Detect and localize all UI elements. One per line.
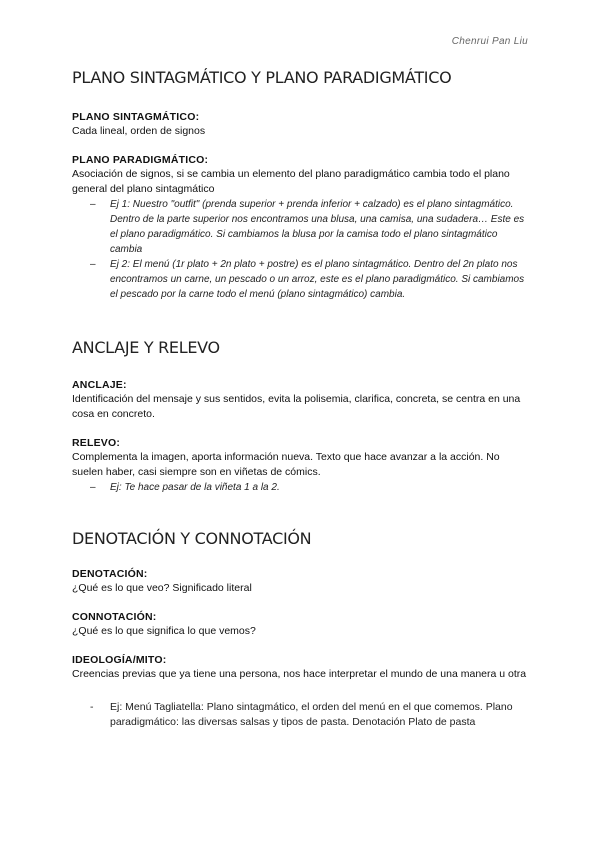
section-title-anclaje: ANCLAJE Y RELEVO — [72, 338, 220, 357]
heading-anclaje: ANCLAJE: — [72, 379, 127, 391]
bullet-list-ejemplo-final — [72, 700, 528, 730]
list-item — [90, 480, 528, 495]
dash-marker: – — [90, 482, 96, 493]
list-item-text: Ej 2: El menú (1r plato + 2n plato + postre) es el plano sintagmático. Dentro del 2n plato nos encontramos un carne, un pescado o un arroz, este es el plano paradigmático. Si cambiamos el pescado por la carne todo el menú (plano sintagmático) cambia. — [110, 259, 525, 300]
text-connotacion: ¿Qué es lo que significa lo que vemos? — [72, 625, 256, 637]
text-plano-paradigmatico: Asociación de signos, si se cambia un elemento del plano paradigmático cambia todo el plano general del plano sintagmático — [72, 168, 510, 195]
heading-connotacion: CONNOTACIÓN: — [72, 611, 157, 623]
document-content — [72, 62, 528, 730]
heading-plano-sintagmatico: PLANO SINTAGMÁTICO: — [72, 111, 200, 123]
list-item-text: Ej: Te hace pasar de la viñeta 1 a la 2. — [110, 482, 280, 493]
text-relevo: Complementa la imagen, aporta información nueva. Texto que hace avanzar a la acción. No suelen haber, casi siempre son en viñetas de cómics. — [72, 451, 500, 478]
author-name: Chenrui Pan Liu — [451, 36, 528, 47]
heading-plano-paradigmatico: PLANO PARADIGMÁTICO: — [72, 154, 209, 166]
heading-ideologia-mito: IDEOLOGÍA/MITO: — [72, 654, 167, 666]
list-item — [90, 257, 528, 302]
heading-denotacion: DENOTACIÓN: — [72, 568, 148, 580]
dash-marker: - — [90, 701, 94, 713]
bullet-list-paradigmatico — [72, 197, 528, 302]
section-title-denotacion: DENOTACIÓN Y CONNOTACIÓN — [72, 529, 312, 548]
list-item-text: Ej: Menú Tagliatella: Plano sintagmático, el orden del menú en el que comemos. Plano paradigmático: las diversas salsas y tipos de pasta. Denotación Plato de pasta — [110, 701, 513, 728]
list-item — [90, 700, 528, 730]
bullet-list-relevo — [72, 480, 528, 495]
section-title-plano: PLANO SINTAGMÁTICO Y PLANO PARADIGMÁTICO — [72, 68, 452, 87]
text-anclaje: Identificación del mensaje y sus sentidos, evita la polisemia, clarifica, concreta, se centra en una cosa en concreto. — [72, 393, 521, 420]
list-item — [90, 197, 528, 257]
dash-marker: – — [90, 259, 96, 270]
text-denotacion: ¿Qué es lo que veo? Significado literal — [72, 582, 252, 594]
heading-relevo: RELEVO: — [72, 437, 121, 449]
text-plano-sintagmatico: Cada lineal, orden de signos — [72, 125, 206, 137]
list-item-text: Ej 1: Nuestro "outfit" (prenda superior + prenda inferior + calzado) es el plano sintagmático. Dentro de la parte superior nos encontramos una blusa, una camisa, una sudadera… Este es el plano paradigmático. Si cambiamos la blusa por la camisa todo el plano sintagmático cambia — [110, 199, 525, 255]
dash-marker: – — [90, 199, 96, 210]
text-ideologia-mito: Creencias previas que ya tiene una persona, nos hace interpretar el mundo de una manera u otra — [72, 668, 527, 680]
